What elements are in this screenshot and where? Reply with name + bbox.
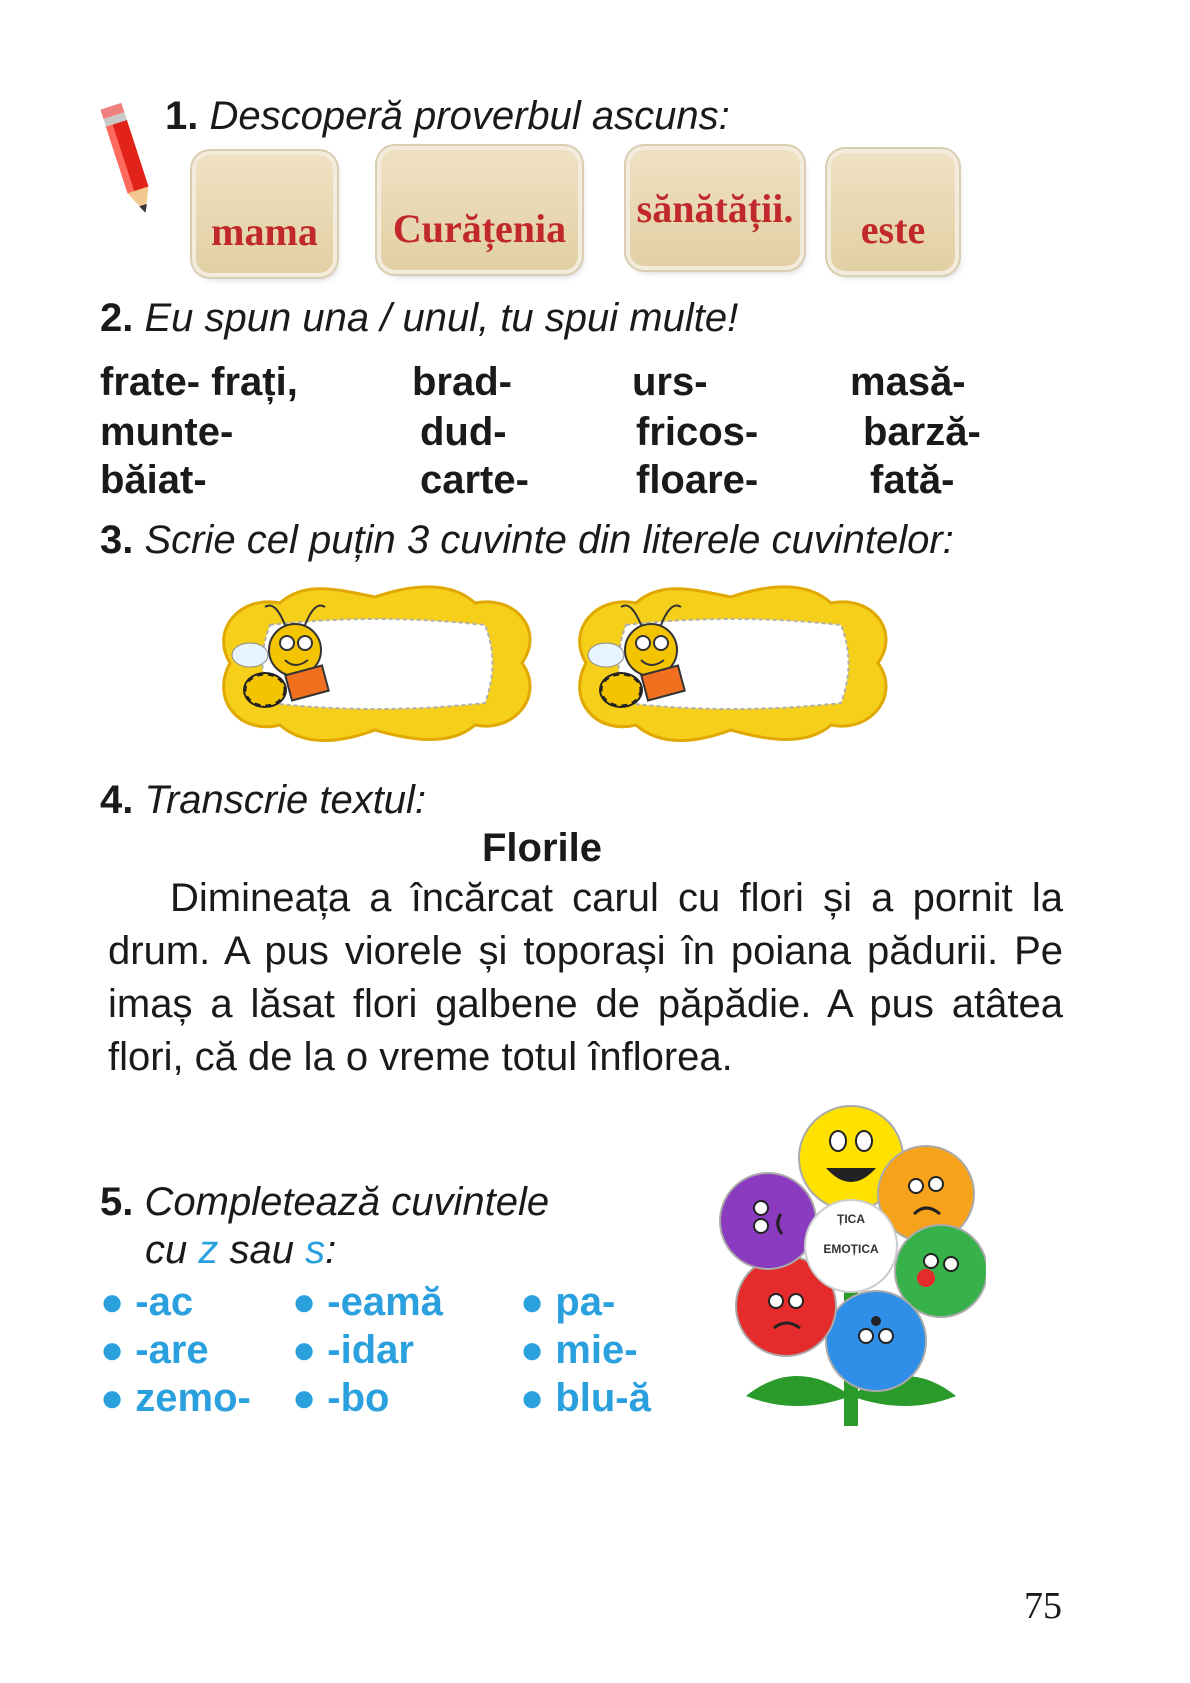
exercise-5-heading [100, 1182, 549, 1222]
bee-frame-image [566, 575, 896, 755]
fill-word-item: ● -bo [292, 1376, 390, 1420]
word: fată- [870, 458, 955, 502]
exercise-4-heading [100, 780, 426, 820]
letter-z: z [198, 1228, 219, 1272]
emoji-flower-image [716, 1096, 986, 1426]
word: munte- [100, 410, 234, 454]
word: barză- [863, 410, 981, 454]
fill-word-item: ● -idar [292, 1328, 414, 1372]
letter-s: s [305, 1228, 326, 1272]
word: masă- [850, 360, 966, 404]
paragraph: Dimineața a încărcat carul cu flori și a pornit la drum. A pus viorele și toporași în poiana pădurii. Pe imaș a lăsat flori galbene de păpădie. A pus atâtea flori, că de la o vreme totul înflorea. [108, 876, 1063, 1079]
exercise-instruction: Eu spun una / unul, tu spui multe! [144, 296, 739, 340]
word-card: este [831, 153, 955, 271]
exercise-number: 3. [100, 518, 134, 562]
fill-word-item: ● blu-ă [520, 1376, 651, 1420]
flower-label-line1: ȚICA [837, 1212, 865, 1226]
exercise-1-heading [165, 96, 730, 136]
exercise-number: 5. [100, 1180, 134, 1224]
fill-word-item: ● zemo- [100, 1376, 251, 1420]
text-title: Florile [482, 826, 603, 870]
word-card: Curățenia [381, 150, 578, 270]
word: fricos- [636, 410, 759, 454]
fill-word-item: ● -are [100, 1328, 209, 1372]
exercise-instruction: Completează cuvintele [144, 1180, 550, 1224]
exercise-instruction: Scrie cel puțin 3 cuvinte din literele cuvintelor: [144, 518, 954, 562]
bee-frame-image [210, 575, 540, 755]
flower-label-line2: EMOȚICA [823, 1242, 879, 1256]
exercise-3-heading [100, 520, 954, 560]
fill-word-item: ● pa- [520, 1280, 616, 1324]
word: urs- [632, 360, 708, 404]
exercise-number: 4. [100, 778, 134, 822]
exercise-number: 2. [100, 296, 134, 340]
word: carte- [420, 458, 529, 502]
exercise-instruction: Transcrie textul: [144, 778, 427, 822]
word: dud- [420, 410, 507, 454]
word: băiat- [100, 458, 207, 502]
flower-center-label [805, 1204, 897, 1264]
instruction-word: sau [229, 1228, 294, 1272]
word: floare- [636, 458, 759, 502]
exercise-5-heading-line2 [145, 1230, 336, 1270]
page-number: 75 [1024, 1585, 1062, 1627]
exercise-2-heading [100, 298, 738, 338]
fill-word-item: ● -eamă [292, 1280, 443, 1324]
instruction-word: cu [145, 1228, 188, 1272]
fill-word-item: ● mie- [520, 1328, 638, 1372]
transcription-text [108, 872, 1063, 1084]
exercise-number: 1. [165, 94, 199, 138]
word-card: sănătății. [630, 150, 800, 266]
pencil-icon [96, 96, 156, 226]
word-card: mama [196, 155, 333, 273]
word: brad- [412, 360, 512, 404]
instruction-colon: : [325, 1228, 337, 1272]
fill-word-item: ● -ac [100, 1280, 194, 1324]
word: frate- frați, [100, 360, 298, 404]
exercise-instruction: Descoperă proverbul ascuns: [209, 94, 730, 138]
